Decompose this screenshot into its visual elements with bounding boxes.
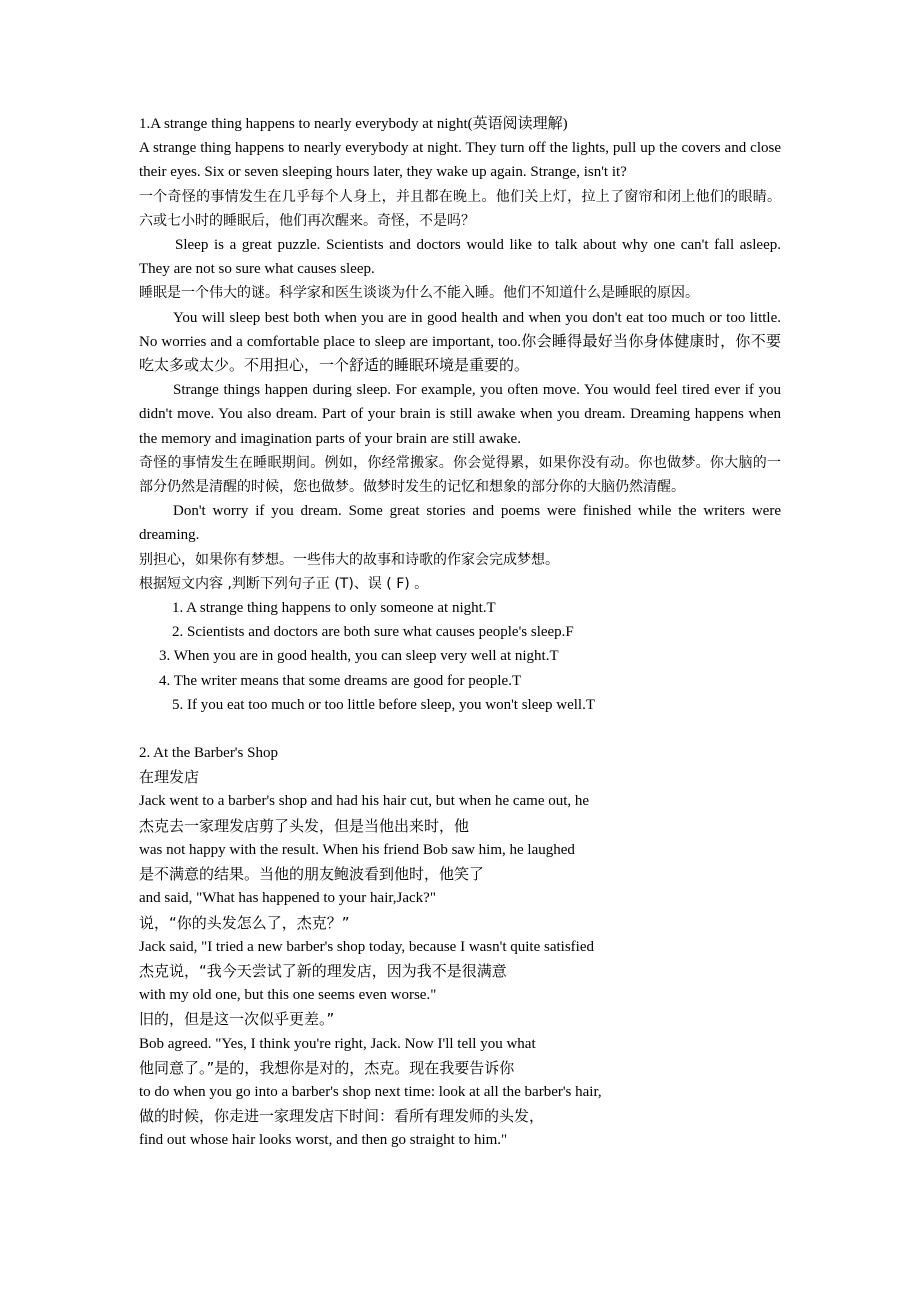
question-2: 2. Scientists and doctors are both sure what causes people's sleep.F: [172, 624, 574, 641]
story2-line: and said, "What has happened to your hair,Jack?": [139, 890, 436, 907]
story2-line: to do when you go into a barber's shop next time: look at all the barber's hair,: [139, 1083, 602, 1100]
section-spacer: [139, 717, 781, 741]
story2-line: Jack said, "I tried a new barber's shop today, because I wasn't quite satisfied: [139, 938, 594, 955]
story2-line: 是不满意的结果。当他的朋友鲍波看到他时，他笑了: [139, 865, 485, 884]
story1-paragraph-4-cn: 奇怪的事情发生在睡眠期间。例如，你经常搬家。你会觉得累，如果你没有动。你也做梦。你大脑的一部分仍然是清醒的时候，您也做梦。做梦时发生的记忆和想象的部分你的大脑仍然清醒。: [139, 454, 781, 496]
question-4: 4. The writer means that some dreams are good for people.T: [159, 672, 522, 689]
story1-paragraph-2-cn: 睡眠是一个伟大的谜。科学家和医生谈谈为什么不能入睡。他们不知道什么是睡眠的原因。: [139, 285, 699, 302]
story2-line: Bob agreed. "Yes, I think you're right, Jack. Now I'll tell you what: [139, 1035, 536, 1052]
question-1: 1. A strange thing happens to only someone at night.T: [172, 600, 496, 617]
story2-line: find out whose hair looks worst, and then go straight to him.": [139, 1132, 508, 1149]
story2-line: Jack went to a barber's shop and had his hair cut, but when he came out, he: [139, 793, 590, 810]
story1-paragraph-1-en: A strange thing happens to nearly everybody at night. They turn off the lights, pull up the covers and close their eyes. Six or seven sleeping hours later, they wake up again. Strange, isn't it?: [139, 140, 781, 181]
story1-paragraph-4-en: Strange things happen during sleep. For example, you often move. You would feel tired ever if you didn't move. You also dream. Part of your brain is still awake when you dream. Dreaming happens when the memory and imagination parts of your brain are still awake.: [139, 382, 781, 447]
story2-line: 他同意了。”是的，我想你是对的，杰克。现在我要告诉你: [139, 1058, 515, 1077]
story1-paragraph-2-en: Sleep is a great puzzle. Scientists and doctors would like to talk about why one can't fall asleep. They are not so sure what causes sleep.: [139, 237, 781, 278]
story1-title: 1.A strange thing happens to nearly everybody at night(英语阅读理解): [139, 116, 568, 132]
story2-line: 杰克说，“我今天尝试了新的理发店，因为我不是很满意: [139, 961, 507, 980]
story2-line: 做的时候，你走进一家理发店下时间：看所有理发师的头发，: [139, 1107, 545, 1126]
story1-paragraph-5-cn: 别担心，如果你有梦想。一些伟大的故事和诗歌的作家会完成梦想。: [139, 551, 559, 568]
story1-paragraph-3: You will sleep best both when you are in good health and when you don't eat too much or too little. No worries and a comfortable place to sleep are important, too.你会睡得最好当你身体健康时，你不要吃太多或太少。不用担心，一个舒适的睡眠环境是重要的。: [139, 309, 781, 375]
story2-line: 杰克去一家理发店剪了头发，但是当他出来时，他: [139, 816, 470, 835]
story2-section: [139, 741, 781, 1152]
story2-line: was not happy with the result. When his friend Bob saw him, he laughed: [139, 841, 575, 858]
story1-paragraph-1-cn: 一个奇怪的事情发生在几乎每个人身上，并且都在晚上。他们关上灯，拉上了窗帘和闭上他们的眼睛。六或七小时的睡眠后，他们再次醒来。奇怪，不是吗？: [139, 188, 781, 229]
story1-instruction: 根据短文内容 ,判断下列句子正 (T)、误 ( F) 。: [139, 575, 429, 592]
story2-line: 说，“你的头发怎么了，杰克？”: [139, 913, 350, 932]
question-3: 3. When you are in good health, you can sleep very well at night.T: [159, 648, 559, 665]
story2-line: 旧的，但是这一次似乎更差。”: [139, 1010, 335, 1029]
story1-paragraph-5-en: Don't worry if you dream. Some great stories and poems were finished while the writers were dreaming.: [139, 503, 781, 544]
story2-line: with my old one, but this one seems even worse.": [139, 987, 437, 1004]
document-page: [139, 112, 781, 1153]
story2-title: 2. At the Barber's Shop: [139, 745, 278, 762]
story2-title-cn: 在理发店: [139, 768, 200, 787]
question-5: 5. If you eat too much or too little before sleep, you won't sleep well.T: [172, 696, 596, 713]
